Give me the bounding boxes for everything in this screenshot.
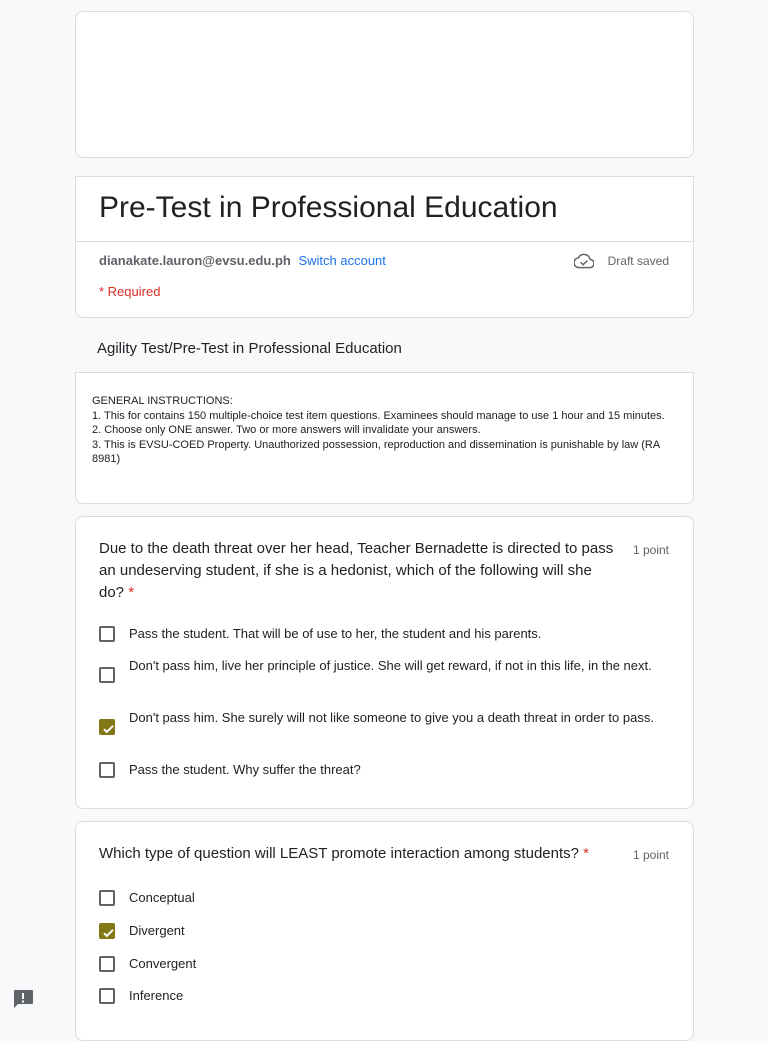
option-dont-pass-justice[interactable] [99,657,669,683]
checkbox-checked[interactable] [99,923,115,939]
draft-status [574,253,669,269]
check-icon [101,721,117,737]
header-banner [75,11,694,158]
option-label: Inference [129,988,184,1003]
question-points: 1 point [632,848,669,862]
required-note: * Required [99,284,161,299]
form-title-card [75,176,694,318]
cloud-done-icon [574,253,594,269]
option-inference[interactable] [99,987,183,1005]
option-label: Divergent [129,923,185,938]
title-divider [76,241,693,242]
checkbox[interactable] [99,626,115,642]
option-label: Don't pass him, live her principle of justice. She will get reward, if not in this life, in the next. [129,658,652,673]
checkbox[interactable] [99,762,115,778]
account-line [99,253,386,268]
question-text-content: Which type of question will LEAST promote interaction among students? [99,845,579,862]
option-label: Convergent [129,956,197,971]
option-divergent[interactable] [99,922,185,940]
question-points: 1 point [632,543,669,557]
option-label: Don't pass him. She surely will not like someone to give you a death threat in order to pass. [129,710,654,725]
checkbox[interactable] [99,956,115,972]
option-pass-student-use[interactable] [99,625,669,643]
option-label: Pass the student. Why suffer the threat? [129,762,361,777]
option-pass-why-suffer[interactable] [99,761,669,779]
report-feedback-icon[interactable] [12,989,34,1009]
checkbox[interactable] [99,667,115,683]
required-mark: * [128,584,135,601]
instructions-text: GENERAL INSTRUCTIONS: 1. This for contains 150 multiple-choice test item questions. Examinees should manage to use 1 hour and 15 minutes. 2. Choose only ONE answer. Two or more answers will invalidate your answers. 3. This is EVSU-COED Property. Unauthorized possession, reproduction and dissemination is punishable by law (RA 8981) [92,395,665,465]
checkbox[interactable] [99,890,115,906]
option-conceptual[interactable] [99,889,195,907]
section-title: Agility Test/Pre-Test in Professional Education [97,340,402,357]
switch-account-link[interactable]: Switch account [298,253,386,268]
option-label: Conceptual [129,890,195,905]
option-label: Pass the student. That will be of use to her, the student and his parents. [129,626,542,641]
account-email: dianakate.lauron@evsu.edu.ph [99,253,291,268]
question-card-2 [75,821,694,1041]
required-mark: * [583,845,589,862]
option-dont-pass-threat[interactable] [99,709,669,735]
question-text [99,538,619,604]
check-icon [101,925,117,941]
form-title: Pre-Test in Professional Education [99,191,558,224]
question-card-1 [75,516,694,809]
checkbox[interactable] [99,988,115,1004]
question-text [99,843,629,865]
option-convergent[interactable] [99,955,196,973]
checkbox-checked[interactable] [99,719,115,735]
draft-status-text: Draft saved [607,254,669,268]
question-text-content: Due to the death threat over her head, Teacher Bernadette is directed to pass an undeserving student, if she is a hedonist, which of the following will she do? [99,540,614,601]
instructions-card [75,372,694,504]
